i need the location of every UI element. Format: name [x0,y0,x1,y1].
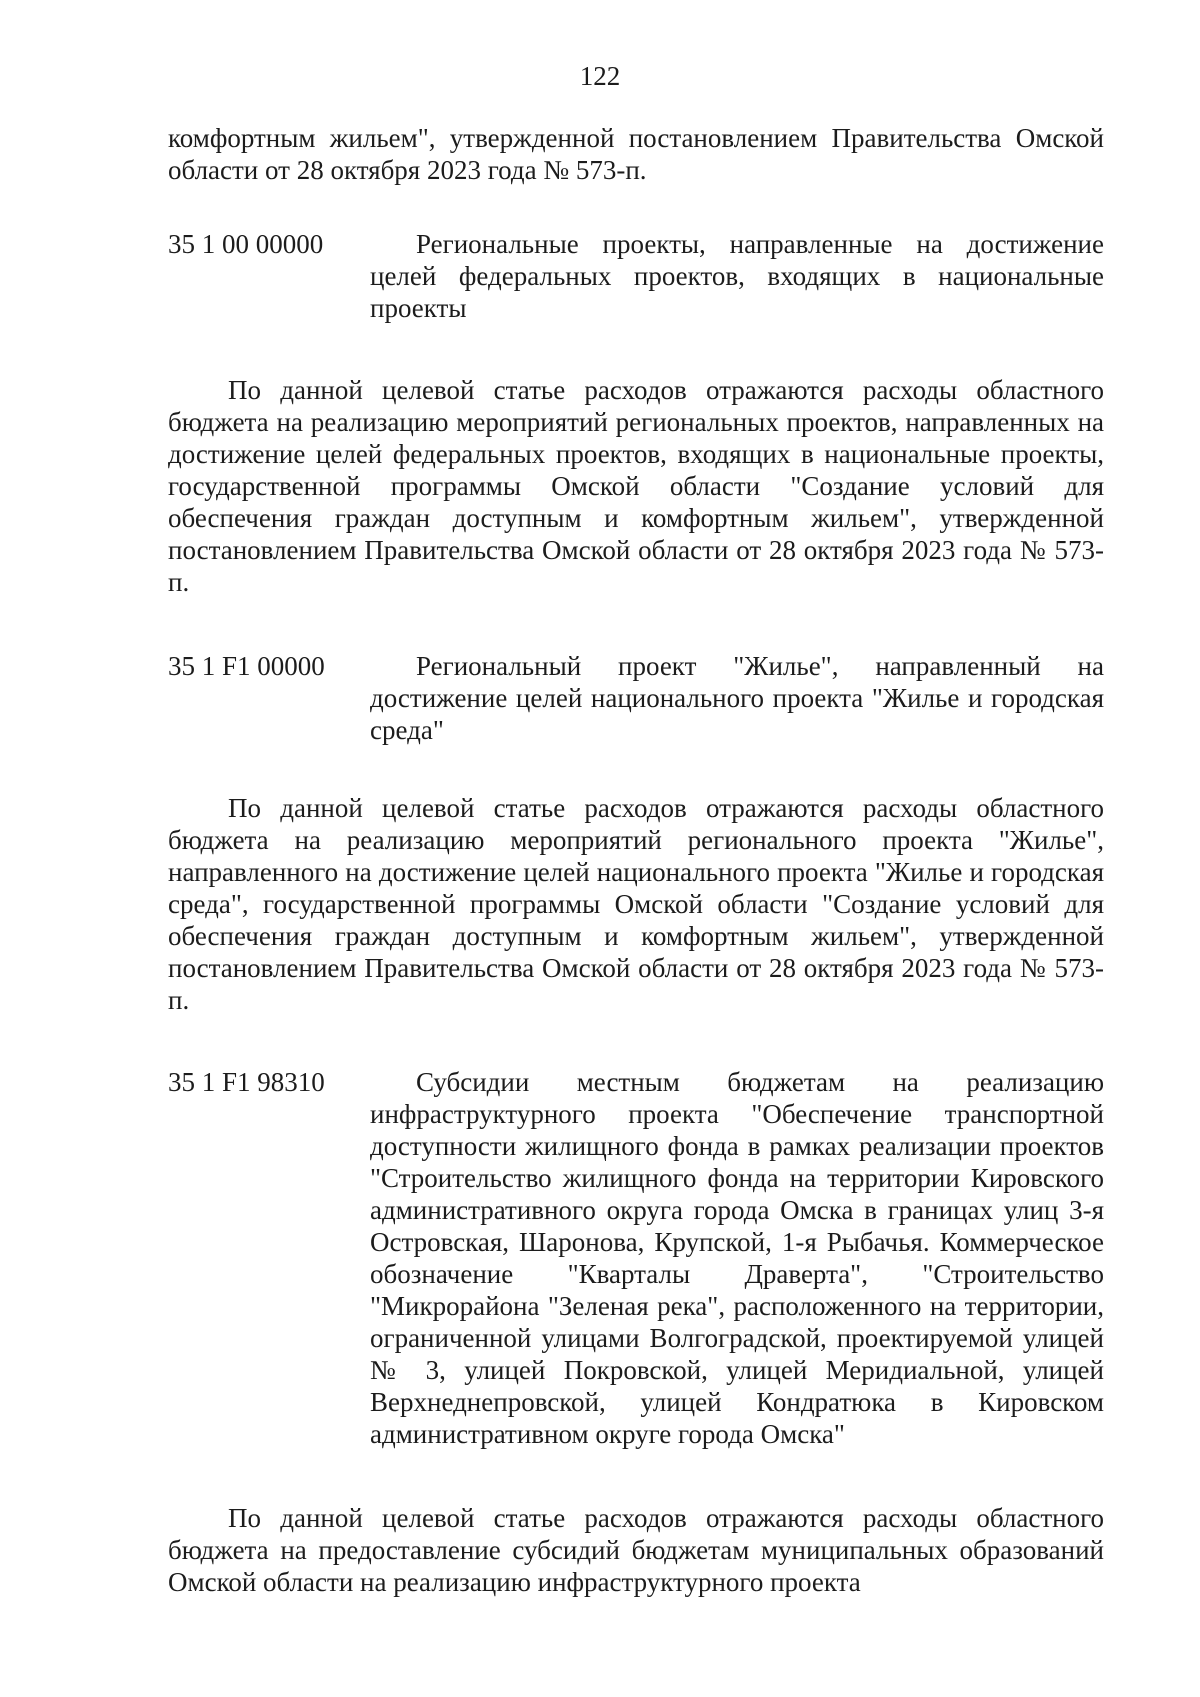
budget-code-title: Региональный проект "Жилье", направленный на достижение целей национального проекта "Жилье и городская среда" [370,651,1104,745]
description-paragraph: По данной целевой статье расходов отражаются расходы областного бюджета на реализацию мероприятий регионального проекта "Жилье", направленного на достижение целей национального проекта "Жилье и городская среда", государственной программы Омской области "Создание условий для обеспечения граждан доступным и комфортным жильем", утвержденной постановлением Правительства Омской области от 28 октября 2023 года № 573-п. [168,793,1104,1015]
budget-code-entry [168,228,1104,324]
description-paragraph: По данной целевой статье расходов отражаются расходы областного бюджета на реализацию мероприятий региональных проектов, направленных на достижение целей федеральных проектов, входящих в национальные проекты, государственной программы Омской области "Создание условий для обеспечения граждан доступным и комфортным жильем", утвержденной постановлением Правительства Омской области от 28 октября 2023 года № 573-п. [168,375,1104,597]
document-body [168,122,1104,1598]
budget-code: 35 1 00 00000 [168,229,324,259]
budget-code-title: Региональные проекты, направленные на достижение целей федеральных проектов, входящих в национальные проекты [370,229,1104,323]
budget-code-entry [168,650,1104,746]
budget-code-entry [168,1066,1104,1450]
page-number: 122 [579,61,621,91]
budget-code-title: Субсидии местным бюджетам на реализацию инфраструктурного проекта "Обеспечение транспортной доступности жилищного фонда в рамках реализации проектов "Строительство жилищного фонда на территории Кировского административного округа города Омска в границах улиц 3-я Островская, Шаронова, Крупской, 1-я Рыбачья. Коммерческое обозначение "Кварталы Драверта", "Строительство "Микрорайона "Зеленая река", расположенного на территории, ограниченной улицами Волгоградской, проектируемой улицей № 3, улицей Покровской, улицей Меридиальной, улицей Верхнеднепровской, улицей Кондратюка в Кировском административном округе города Омска" [370,1067,1104,1449]
budget-code: 35 1 F1 98310 [168,1067,325,1097]
budget-code: 35 1 F1 00000 [168,651,325,681]
description-paragraph: По данной целевой статье расходов отражаются расходы областного бюджета на предоставление субсидий бюджетам муниципальных образований Омской области на реализацию инфраструктурного проекта [168,1503,1104,1597]
continuation-text: комфортным жильем", утвержденной постановлением Правительства Омской области от 28 октября 2023 года № 573-п. [168,123,1104,185]
